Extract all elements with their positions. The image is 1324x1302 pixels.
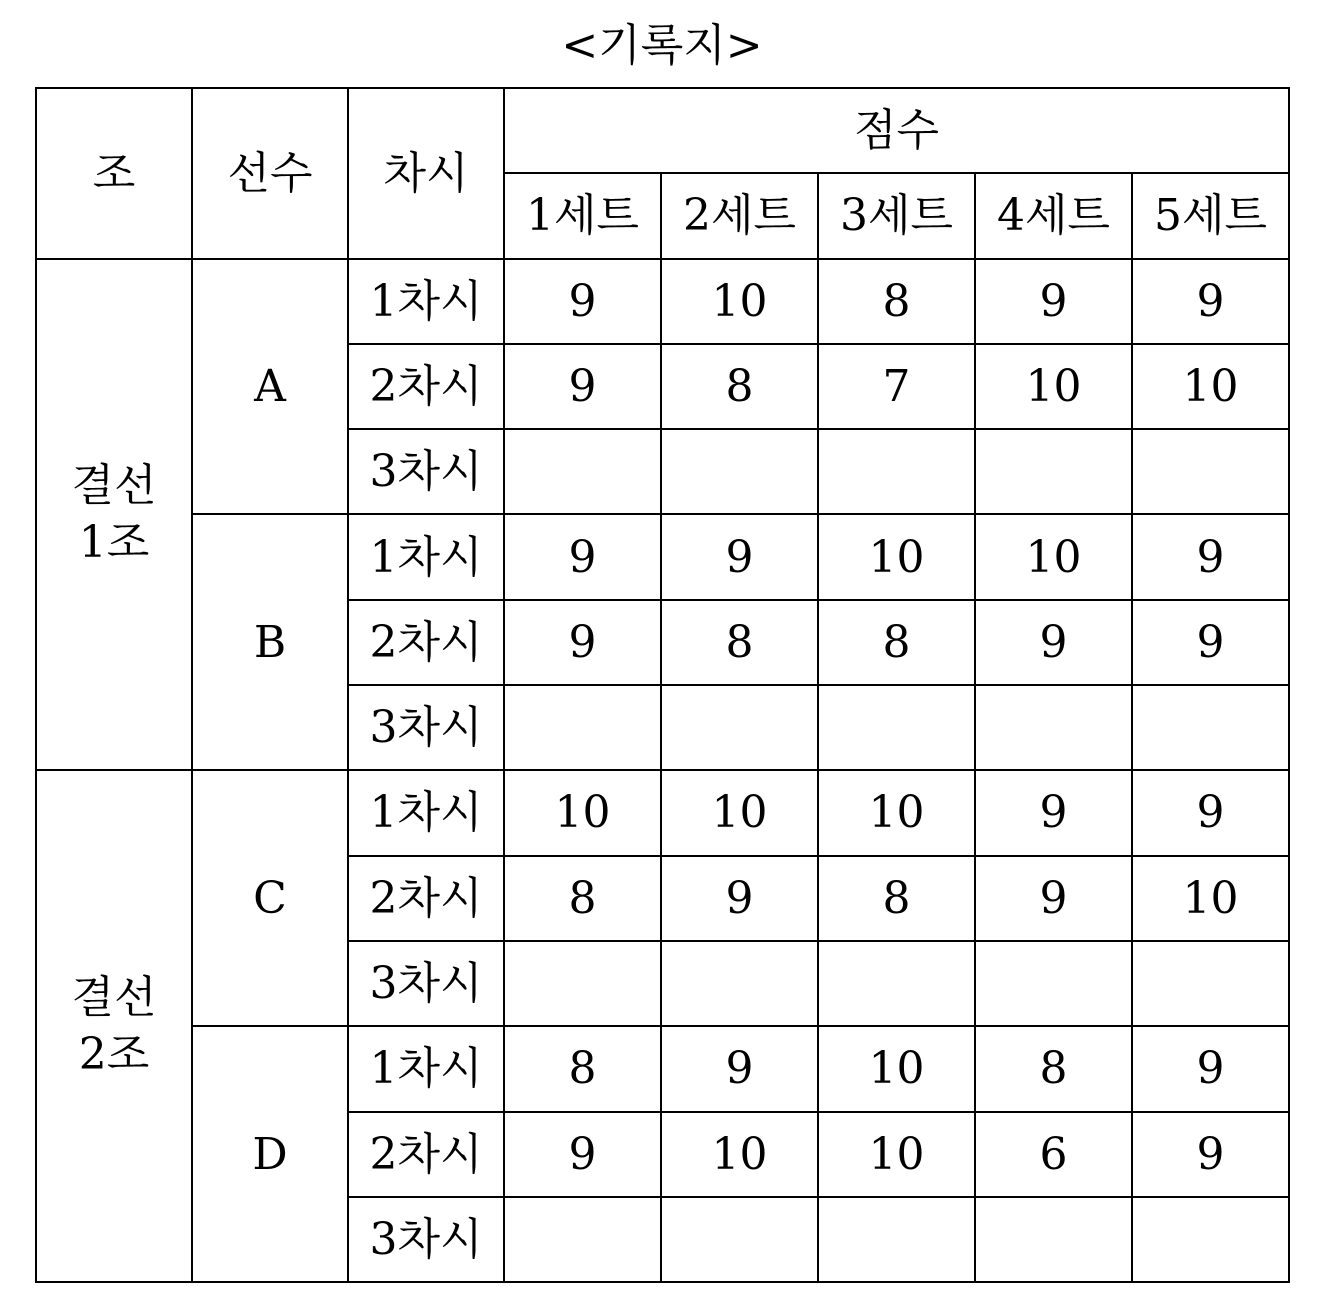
header-player: 선수 bbox=[192, 88, 348, 259]
score-cell: 9 bbox=[975, 856, 1132, 941]
header-round: 차시 bbox=[348, 88, 504, 259]
score-cell bbox=[504, 685, 661, 770]
group-label-cell bbox=[36, 259, 192, 771]
score-cell bbox=[818, 429, 975, 514]
score-cell: 9 bbox=[504, 1112, 661, 1197]
group-label-line2: 2조 bbox=[78, 1029, 150, 1081]
score-cell: 8 bbox=[661, 600, 818, 685]
round-label-cell: 1차시 bbox=[348, 514, 504, 599]
score-cell: 9 bbox=[504, 344, 661, 429]
score-cell: 8 bbox=[661, 344, 818, 429]
score-cell: 9 bbox=[1132, 1026, 1289, 1111]
score-cell: 8 bbox=[504, 1026, 661, 1111]
score-cell: 8 bbox=[818, 259, 975, 344]
table-row bbox=[36, 1026, 1289, 1111]
header-row-top bbox=[36, 88, 1289, 173]
score-cell: 9 bbox=[1132, 1112, 1289, 1197]
score-cell: 9 bbox=[1132, 514, 1289, 599]
round-label-cell: 2차시 bbox=[348, 344, 504, 429]
score-cell bbox=[504, 941, 661, 1026]
round-label-cell: 2차시 bbox=[348, 1112, 504, 1197]
score-cell: 9 bbox=[661, 514, 818, 599]
page-title: <기록지> bbox=[561, 20, 763, 71]
round-label-cell: 1차시 bbox=[348, 259, 504, 344]
score-cell bbox=[504, 1197, 661, 1282]
score-cell: 9 bbox=[975, 770, 1132, 855]
score-cell bbox=[818, 685, 975, 770]
score-cell: 9 bbox=[975, 259, 1132, 344]
score-cell: 10 bbox=[661, 770, 818, 855]
score-cell: 9 bbox=[1132, 600, 1289, 685]
round-label-cell: 2차시 bbox=[348, 856, 504, 941]
score-cell: 8 bbox=[818, 856, 975, 941]
score-cell: 10 bbox=[661, 259, 818, 344]
score-cell bbox=[1132, 685, 1289, 770]
score-record-table bbox=[35, 87, 1290, 1283]
score-cell bbox=[975, 1197, 1132, 1282]
score-cell: 10 bbox=[661, 1112, 818, 1197]
score-cell bbox=[818, 941, 975, 1026]
score-cell: 10 bbox=[818, 770, 975, 855]
round-label-cell: 3차시 bbox=[348, 429, 504, 514]
player-name-cell: C bbox=[192, 770, 348, 1026]
score-cell: 9 bbox=[504, 600, 661, 685]
score-cell bbox=[818, 1197, 975, 1282]
score-cell: 10 bbox=[504, 770, 661, 855]
header-set: 3세트 bbox=[818, 173, 975, 258]
score-cell bbox=[504, 429, 661, 514]
player-name-cell: D bbox=[192, 1026, 348, 1282]
group-label-line1: 결선 bbox=[71, 460, 157, 512]
table-row bbox=[36, 770, 1289, 855]
score-cell: 6 bbox=[975, 1112, 1132, 1197]
table-row bbox=[36, 514, 1289, 599]
round-label-cell: 3차시 bbox=[348, 1197, 504, 1282]
header-set: 4세트 bbox=[975, 173, 1132, 258]
score-cell: 9 bbox=[661, 856, 818, 941]
round-label-cell: 1차시 bbox=[348, 770, 504, 855]
score-cell: 10 bbox=[975, 344, 1132, 429]
round-label-cell: 1차시 bbox=[348, 1026, 504, 1111]
score-cell bbox=[661, 429, 818, 514]
score-cell: 10 bbox=[818, 1112, 975, 1197]
score-cell bbox=[661, 685, 818, 770]
score-cell: 10 bbox=[1132, 344, 1289, 429]
score-cell: 9 bbox=[661, 1026, 818, 1111]
score-cell: 8 bbox=[975, 1026, 1132, 1111]
score-cell: 9 bbox=[504, 259, 661, 344]
player-name-cell: A bbox=[192, 259, 348, 515]
score-cell: 10 bbox=[975, 514, 1132, 599]
score-cell: 10 bbox=[818, 514, 975, 599]
score-cell: 9 bbox=[1132, 259, 1289, 344]
header-set: 2세트 bbox=[661, 173, 818, 258]
score-cell bbox=[975, 941, 1132, 1026]
score-cell bbox=[1132, 429, 1289, 514]
score-cell: 9 bbox=[975, 600, 1132, 685]
score-cell: 8 bbox=[818, 600, 975, 685]
score-cell bbox=[1132, 941, 1289, 1026]
score-cell: 10 bbox=[818, 1026, 975, 1111]
score-cell bbox=[975, 685, 1132, 770]
score-cell: 10 bbox=[1132, 856, 1289, 941]
round-label-cell: 2차시 bbox=[348, 600, 504, 685]
header-group: 조 bbox=[36, 88, 192, 259]
round-label-cell: 3차시 bbox=[348, 941, 504, 1026]
group-label-line2: 1조 bbox=[78, 517, 150, 569]
score-cell: 7 bbox=[818, 344, 975, 429]
header-set: 1세트 bbox=[504, 173, 661, 258]
round-label-cell: 3차시 bbox=[348, 685, 504, 770]
score-cell: 9 bbox=[504, 514, 661, 599]
player-name-cell: B bbox=[192, 514, 348, 770]
table-row bbox=[36, 259, 1289, 344]
group-label-line1: 결선 bbox=[71, 972, 157, 1024]
score-cell bbox=[661, 941, 818, 1026]
score-cell bbox=[1132, 1197, 1289, 1282]
score-cell: 8 bbox=[504, 856, 661, 941]
score-cell: 9 bbox=[1132, 770, 1289, 855]
score-cell bbox=[661, 1197, 818, 1282]
header-score: 점수 bbox=[504, 88, 1289, 173]
group-label-cell bbox=[36, 770, 192, 1282]
score-cell bbox=[975, 429, 1132, 514]
header-set: 5세트 bbox=[1132, 173, 1289, 258]
